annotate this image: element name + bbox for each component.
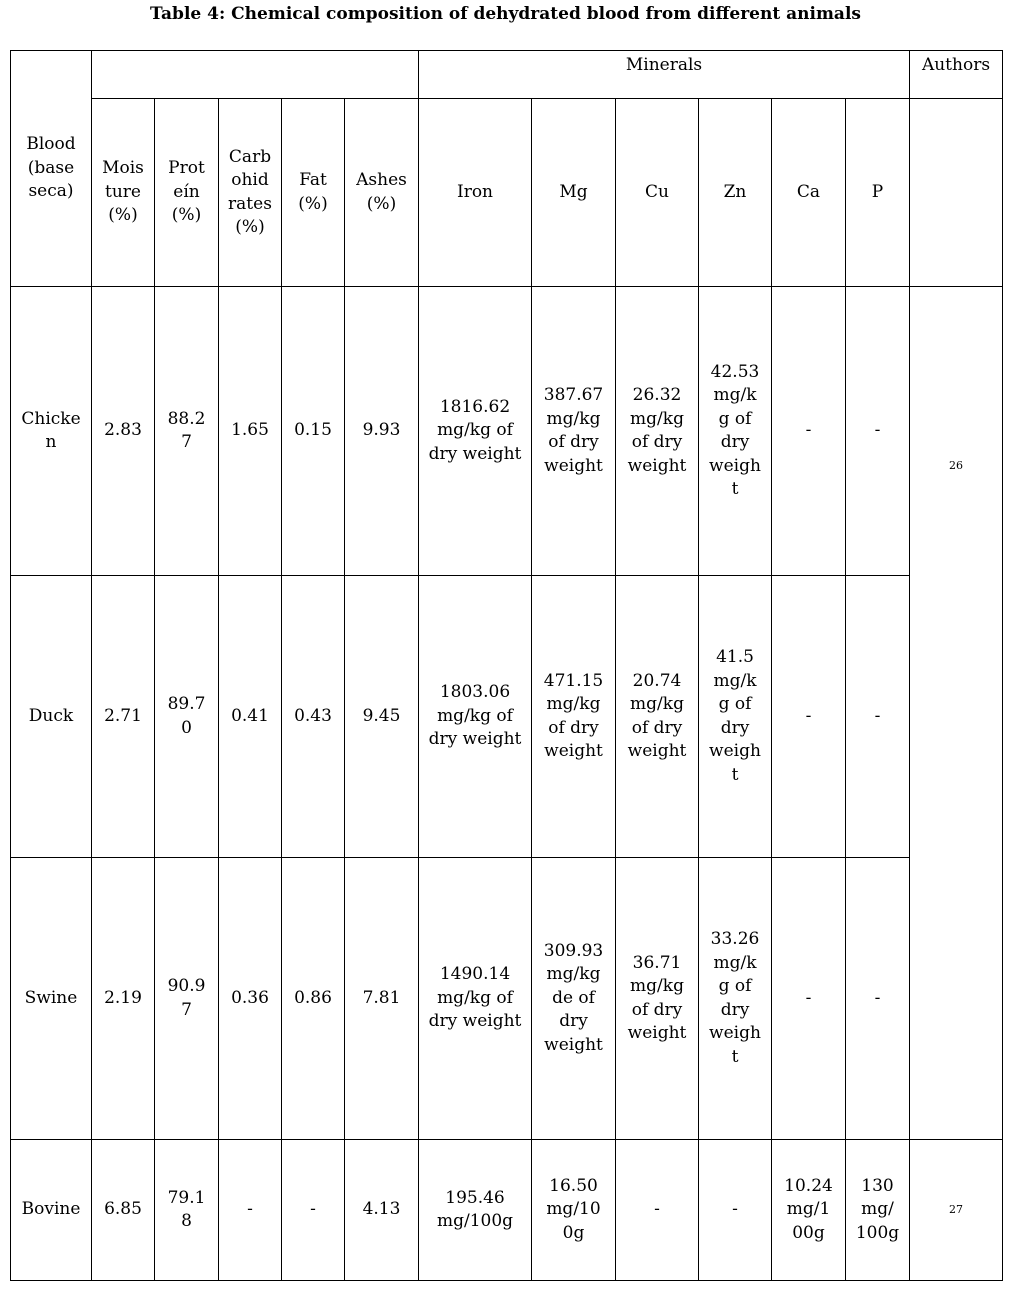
table-row <box>11 858 1003 1140</box>
table-row <box>11 287 1003 576</box>
cell-ca: 10.24 mg/1 00g <box>772 1140 846 1281</box>
composition-table <box>10 50 1003 1281</box>
cell-blood: Bovine <box>11 1140 92 1281</box>
header-fat: Fat (%) <box>282 99 345 287</box>
cell-zn: 33.26 mg/k g of dry weigh t <box>699 858 772 1140</box>
cell-carbohydrates: - <box>219 1140 282 1281</box>
cell-ca: - <box>772 576 846 858</box>
cell-protein: 90.9 7 <box>155 858 219 1140</box>
cell-mg: 309.93 mg/kg de of dry weight <box>532 858 616 1140</box>
cell-blood: Duck <box>11 576 92 858</box>
cell-carbohydrates: 1.65 <box>219 287 282 576</box>
cell-authors: 27 <box>910 1140 1003 1281</box>
cell-protein: 89.7 0 <box>155 576 219 858</box>
header-p: P <box>846 99 910 287</box>
cell-blood: Swine <box>11 858 92 1140</box>
cell-authors: 26 <box>910 287 1003 1140</box>
cell-iron: 195.46 mg/100g <box>419 1140 532 1281</box>
cell-ashes: 9.93 <box>345 287 419 576</box>
cell-protein: 88.2 7 <box>155 287 219 576</box>
header-authors: Authors <box>910 51 1003 99</box>
table-row <box>11 576 1003 858</box>
cell-ashes: 7.81 <box>345 858 419 1140</box>
cell-iron: 1490.14 mg/kg of dry weight <box>419 858 532 1140</box>
cell-cu: 36.71 mg/kg of dry weight <box>616 858 699 1140</box>
table-row <box>11 1140 1003 1281</box>
cell-moisture: 2.19 <box>92 858 155 1140</box>
header-cu: Cu <box>616 99 699 287</box>
cell-ca: - <box>772 858 846 1140</box>
cell-carbohydrates: 0.41 <box>219 576 282 858</box>
cell-p: 130 mg/ 100g <box>846 1140 910 1281</box>
cell-mg: 471.15 mg/kg of dry weight <box>532 576 616 858</box>
cell-moisture: 2.83 <box>92 287 155 576</box>
cell-blood: Chicke n <box>11 287 92 576</box>
header-authors-blank <box>910 99 1003 287</box>
cell-mg: 387.67 mg/kg of dry weight <box>532 287 616 576</box>
cell-zn: - <box>699 1140 772 1281</box>
cell-p: - <box>846 858 910 1140</box>
header-carbohydrates: Carb ohid rates (%) <box>219 99 282 287</box>
header-minerals: Minerals <box>419 51 910 99</box>
header-protein: Prot eín (%) <box>155 99 219 287</box>
header-iron: Iron <box>419 99 532 287</box>
cell-ashes: 9.45 <box>345 576 419 858</box>
cell-carbohydrates: 0.36 <box>219 858 282 1140</box>
header-blood: Blood (base seca) <box>11 51 92 287</box>
header-mg: Mg <box>532 99 616 287</box>
header-zn: Zn <box>699 99 772 287</box>
cell-iron: 1816.62 mg/kg of dry weight <box>419 287 532 576</box>
cell-fat: 0.86 <box>282 858 345 1140</box>
cell-cu: - <box>616 1140 699 1281</box>
cell-protein: 79.1 8 <box>155 1140 219 1281</box>
cell-iron: 1803.06 mg/kg of dry weight <box>419 576 532 858</box>
cell-ashes: 4.13 <box>345 1140 419 1281</box>
cell-fat: - <box>282 1140 345 1281</box>
cell-moisture: 6.85 <box>92 1140 155 1281</box>
cell-cu: 20.74 mg/kg of dry weight <box>616 576 699 858</box>
cell-zn: 42.53 mg/k g of dry weigh t <box>699 287 772 576</box>
cell-zn: 41.5 mg/k g of dry weigh t <box>699 576 772 858</box>
cell-fat: 0.15 <box>282 287 345 576</box>
cell-cu: 26.32 mg/kg of dry weight <box>616 287 699 576</box>
cell-p: - <box>846 576 910 858</box>
cell-mg: 16.50 mg/10 0g <box>532 1140 616 1281</box>
header-blank <box>92 51 419 99</box>
header-ca: Ca <box>772 99 846 287</box>
cell-p: - <box>846 287 910 576</box>
table-title: Table 4: Chemical composition of dehydrated blood from different animals <box>150 4 861 24</box>
cell-ca: - <box>772 287 846 576</box>
header-moisture: Mois ture (%) <box>92 99 155 287</box>
header-ashes: Ashes (%) <box>345 99 419 287</box>
cell-moisture: 2.71 <box>92 576 155 858</box>
cell-fat: 0.43 <box>282 576 345 858</box>
